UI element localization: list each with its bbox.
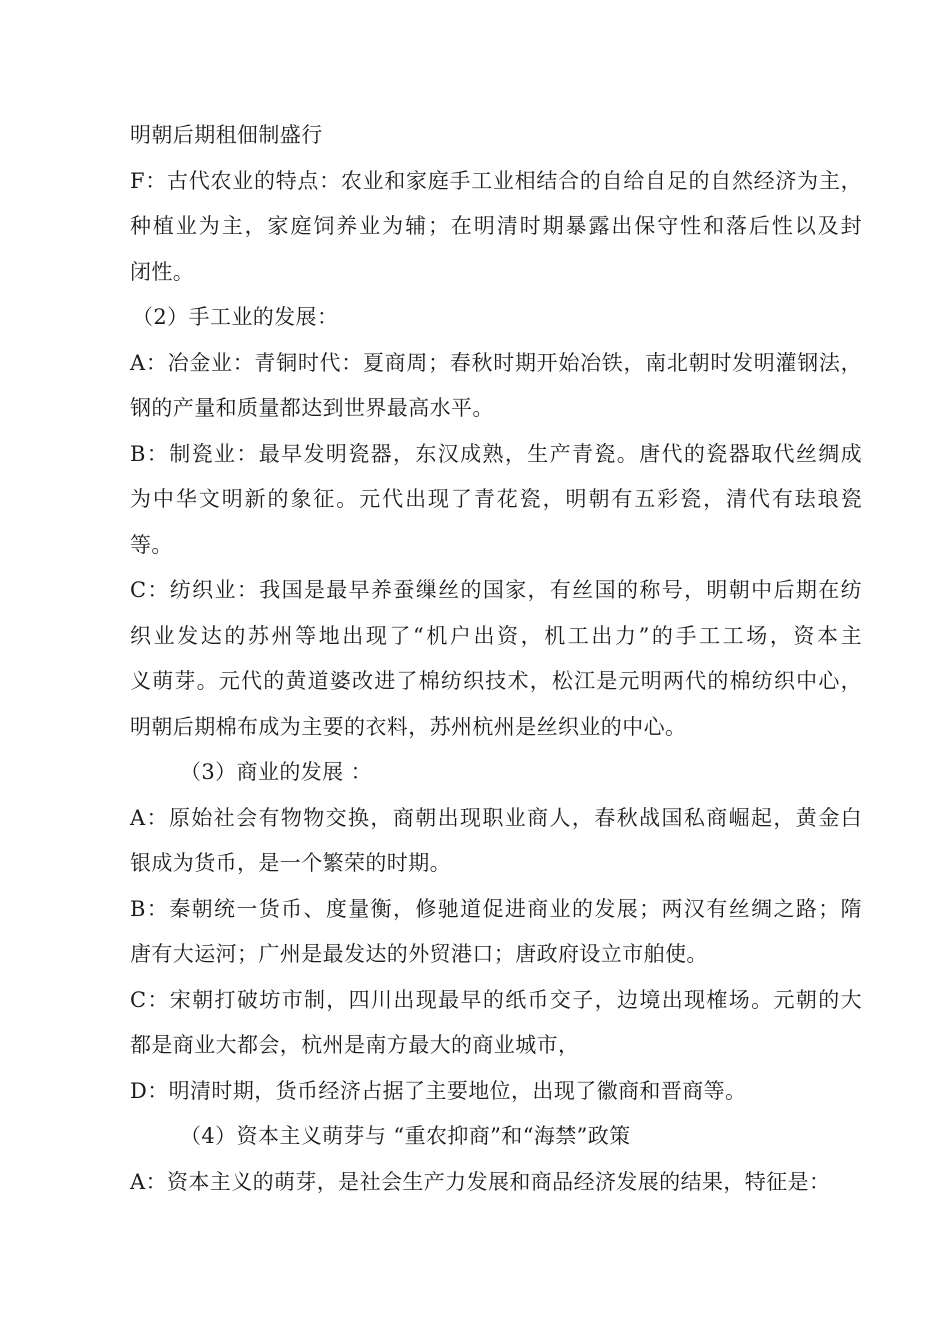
text-line: 等。 — [130, 532, 173, 557]
document-body — [130, 113, 862, 1205]
text-line: A：资本主义的萌芽，是社会生产力发展和商品经济发展的结果，特征是： — [130, 1169, 831, 1194]
text-line: 义萌芽。元代的黄道婆改进了棉纺织技术，松江是元明两代的棉纺织中心， — [130, 669, 862, 693]
text-line: 织业发达的苏州等地出现了“机户出资，机工出力”的手工工场，资本主 — [130, 623, 862, 648]
text-line: 明朝后期租佃制盛行 — [130, 123, 323, 147]
text-line: A：原始社会有物物交换，商朝出现职业商人，春秋战国私商崛起，黄金白 — [130, 805, 862, 830]
text-line: C：宋朝打破坊市制，四川出现最早的纸币交子，边境出现榷场。元朝的大 — [130, 987, 862, 1012]
text-line: 种植业为主，家庭饲养业为辅；在明清时期暴露出保守性和落后性以及封 — [130, 214, 862, 238]
text-line: 银成为货币，是一个繁荣的时期。 — [130, 851, 451, 875]
text-line: 唐有大运河；广州是最发达的外贸港口；唐政府设立市舶使。 — [130, 942, 708, 966]
text-line: 钢的产量和质量都达到世界最高水平。 — [130, 396, 494, 420]
text-line: C：纺织业：我国是最早养蚕缫丝的国家，有丝国的称号，明朝中后期在纺 — [130, 578, 862, 602]
text-line: 明朝后期棉布成为主要的衣料，苏州杭州是丝织业的中心。 — [130, 714, 687, 739]
text-line: F：古代农业的特点：农业和家庭手工业相结合的自给自足的自然经济为主， — [130, 168, 862, 193]
text-line: D：明清时期，货币经济占据了主要地位，出现了徽商和晋商等。 — [130, 1078, 747, 1103]
text-line: 为中华文明新的象征。元代出现了青花瓷，明朝有五彩瓷，清代有珐琅瓷 — [130, 487, 862, 511]
text-line: B：制瓷业：最早发明瓷器，东汉成熟，生产青瓷。唐代的瓷器取代丝绸成 — [130, 441, 862, 466]
text-line: B：秦朝统一货币、度量衡，修驰道促进商业的发展；两汉有丝绸之路；隋 — [130, 896, 862, 921]
section-heading: （3）商业的发展 ： — [180, 760, 373, 784]
section-heading: （4）资本主义萌芽与 “重农抑商”和“海禁”政策 — [180, 1124, 631, 1148]
text-line: A：冶金业：青铜时代：夏商周；春秋时期开始冶铁，南北朝时发明灌钢法， — [130, 350, 862, 375]
text-line: 闭性。 — [130, 259, 195, 284]
text-line: 都是商业大都会，杭州是南方最大的商业城市， — [130, 1033, 580, 1057]
section-heading: （2）手工业的发展： — [132, 305, 339, 329]
